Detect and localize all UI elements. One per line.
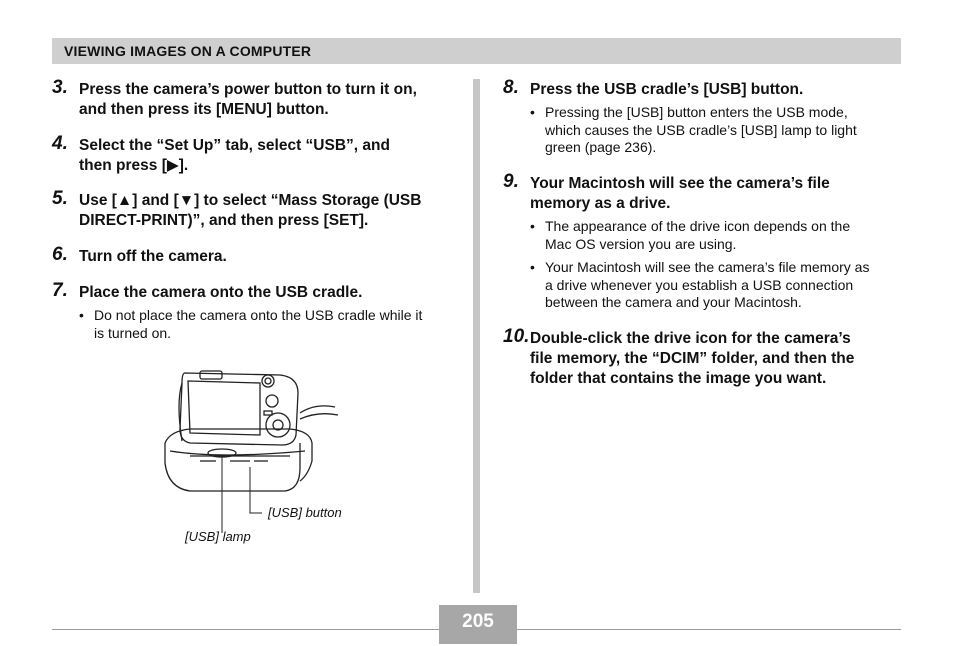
step-text — [530, 174, 910, 214]
caption-usb-button: [USB] button — [268, 505, 342, 520]
step-line: file memory, the “DCIM” folder, and then the — [530, 350, 855, 367]
bullet-dot: • — [530, 104, 535, 120]
bullet-line: Do not place the camera onto the USB cradle while it — [94, 307, 423, 323]
step-number: 10. — [503, 326, 530, 347]
step-text — [79, 136, 459, 176]
step-number: 9. — [503, 171, 519, 192]
bullet-text — [545, 218, 900, 253]
section-title: VIEWING IMAGES ON A COMPUTER — [64, 43, 312, 59]
bullet-line: which causes the USB cradle’s [USB] lamp to light — [545, 121, 857, 138]
bullet-dot: • — [530, 218, 535, 234]
page-number-box — [439, 605, 517, 644]
caption-usb-lamp: [USB] lamp — [185, 529, 251, 544]
bullet-line: between the camera and your Macintosh. — [545, 294, 802, 310]
step-text — [79, 247, 459, 267]
step-line: and then press its [MENU] button. — [79, 101, 329, 118]
step-line: DIRECT-PRINT)”, and then press [SET]. — [79, 212, 369, 229]
step-line: Double-click the drive icon for the camera’s — [530, 330, 851, 347]
bullet-line: The appearance of the drive icon depends on the — [545, 218, 851, 234]
column-divider — [473, 79, 480, 593]
bullet-dot: • — [79, 307, 84, 323]
step-number: 8. — [503, 77, 519, 98]
bullet-line: Mac OS version you are using. — [545, 235, 737, 252]
bullet-text — [545, 259, 900, 312]
step-text — [530, 329, 910, 389]
bullet-text — [94, 307, 449, 342]
step-number: 7. — [52, 280, 68, 301]
step-line: memory as a drive. — [530, 195, 671, 212]
bullet-line: green (page 236). — [545, 139, 657, 155]
step-line: folder that contains the image you want. — [530, 370, 827, 387]
step-text — [79, 80, 459, 120]
step-line: Press the USB cradle’s [USB] button. — [530, 81, 804, 98]
step-number: 6. — [52, 244, 68, 265]
step-line: Turn off the camera. — [79, 248, 227, 265]
bullet-line: Your Macintosh will see the camera’s file memory as — [545, 259, 870, 275]
section-header — [52, 38, 901, 64]
step-line: Your Macintosh will see the camera’s file — [530, 175, 830, 192]
step-line: then press [▶]. — [79, 157, 189, 174]
bullet-line: is turned on. — [94, 324, 172, 341]
bullet-text — [545, 104, 900, 157]
step-text — [79, 191, 459, 231]
step-number: 4. — [52, 133, 68, 154]
step-line: Press the camera’s power button to turn it on, — [79, 81, 417, 98]
step-line: Place the camera onto the USB cradle. — [79, 284, 363, 301]
step-text — [79, 283, 459, 303]
step-line: Select the “Set Up” tab, select “USB”, and — [79, 137, 390, 154]
step-number: 5. — [52, 188, 68, 209]
step-text — [530, 80, 910, 100]
step-number: 3. — [52, 77, 68, 98]
bullet-line: a drive whenever you establish a USB connection — [545, 276, 854, 293]
bullet-line: Pressing the [USB] button enters the USB mode, — [545, 104, 848, 120]
page-number: 205 — [462, 611, 494, 632]
bullet-dot: • — [530, 259, 535, 275]
step-line: Use [▲] and [▼] to select “Mass Storage (USB — [79, 192, 422, 209]
